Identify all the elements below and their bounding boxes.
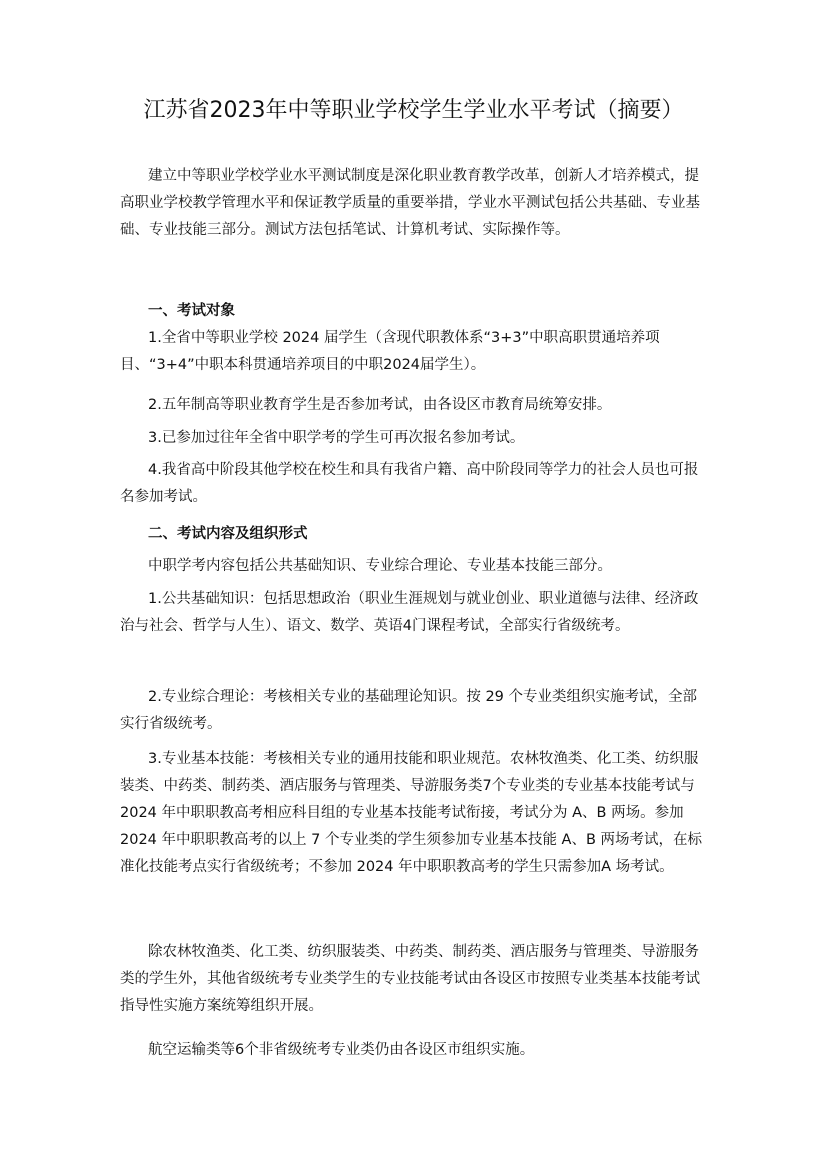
list-item: 1.全省中等职业学校 2024 届学生（含现代职教体系“3+3”中职高职贯通培养项目、“3+4”中职本科贯通培养项目的中职2024届学生）。: [120, 330, 660, 373]
section-heading-exam-content: 二、考试内容及组织形式: [148, 526, 308, 542]
list-item: 2.专业综合理论：考核相关专业的基础理论知识。按 29 个专业类组织实施考试，全部实行省级统考。: [120, 689, 698, 732]
section-lead-paragraph: 中职学考内容包括公共基础知识、专业综合理论、专业基本技能三部分。: [148, 558, 612, 574]
other-majors-paragraph: 除农林牧渔类、化工类、纺织服装类、中药类、制药类、酒店服务与管理类、导游服务类的学生外，其他省级统考专业类学生的专业技能考试由各设区市按照专业类基本技能考试指导性实施方案统筹组织开展。: [120, 944, 700, 1014]
section-heading-exam-subjects: 一、考试对象: [148, 303, 235, 319]
page-title: 江苏省2023年中等职业学校学生学业水平考试（摘要）: [143, 98, 684, 123]
list-item: 1.公共基础知识：包括思想政治（职业生涯规划与就业创业、职业道德与法律、经济政治与社会、哲学与人生）、语文、数学、英语4门课程考试，全部实行省级统考。: [120, 591, 699, 634]
list-item: 3.专业基本技能：考核相关专业的通用技能和职业规范。农林牧渔类、化工类、纺织服装类、中药类、制药类、酒店服务与管理类、导游服务类7个专业类的专业基本技能考试与2024 年中职职教高考相应科目组的专业基本技能考试衔接，考试分为 A、B 两场。参加 2024 年中职职教高考的以上 7 个专业类的学生须参加专业基本技能 A、B 两场考试，在标准化技能考点实行省级统考；不参加 2024 年中职职教高考的学生只需参加A 场考试。: [120, 751, 703, 875]
list-item: 4.我省高中阶段其他学校在校生和具有我省户籍、高中阶段同等学力的社会人员也可报名参加考试。: [120, 462, 699, 505]
list-item: 3.已参加过往年全省中职学考的学生可再次报名参加考试。: [148, 430, 525, 446]
list-item: 2.五年制高等职业教育学生是否参加考试，由各设区市教育局统筹安排。: [148, 397, 612, 413]
intro-paragraph: 建立中等职业学校学业水平测试制度是深化职业教育教学改革，创新人才培养模式，提高职业学校教学管理水平和保证教学质量的重要举措，学业水平测试包括公共基础、专业基础、专业技能三部分。测试方法包括笔试、计算机考试、实际操作等。: [120, 168, 700, 238]
aviation-paragraph: 航空运输类等6个非省级统考专业类仍由各设区市组织实施。: [148, 1042, 535, 1058]
